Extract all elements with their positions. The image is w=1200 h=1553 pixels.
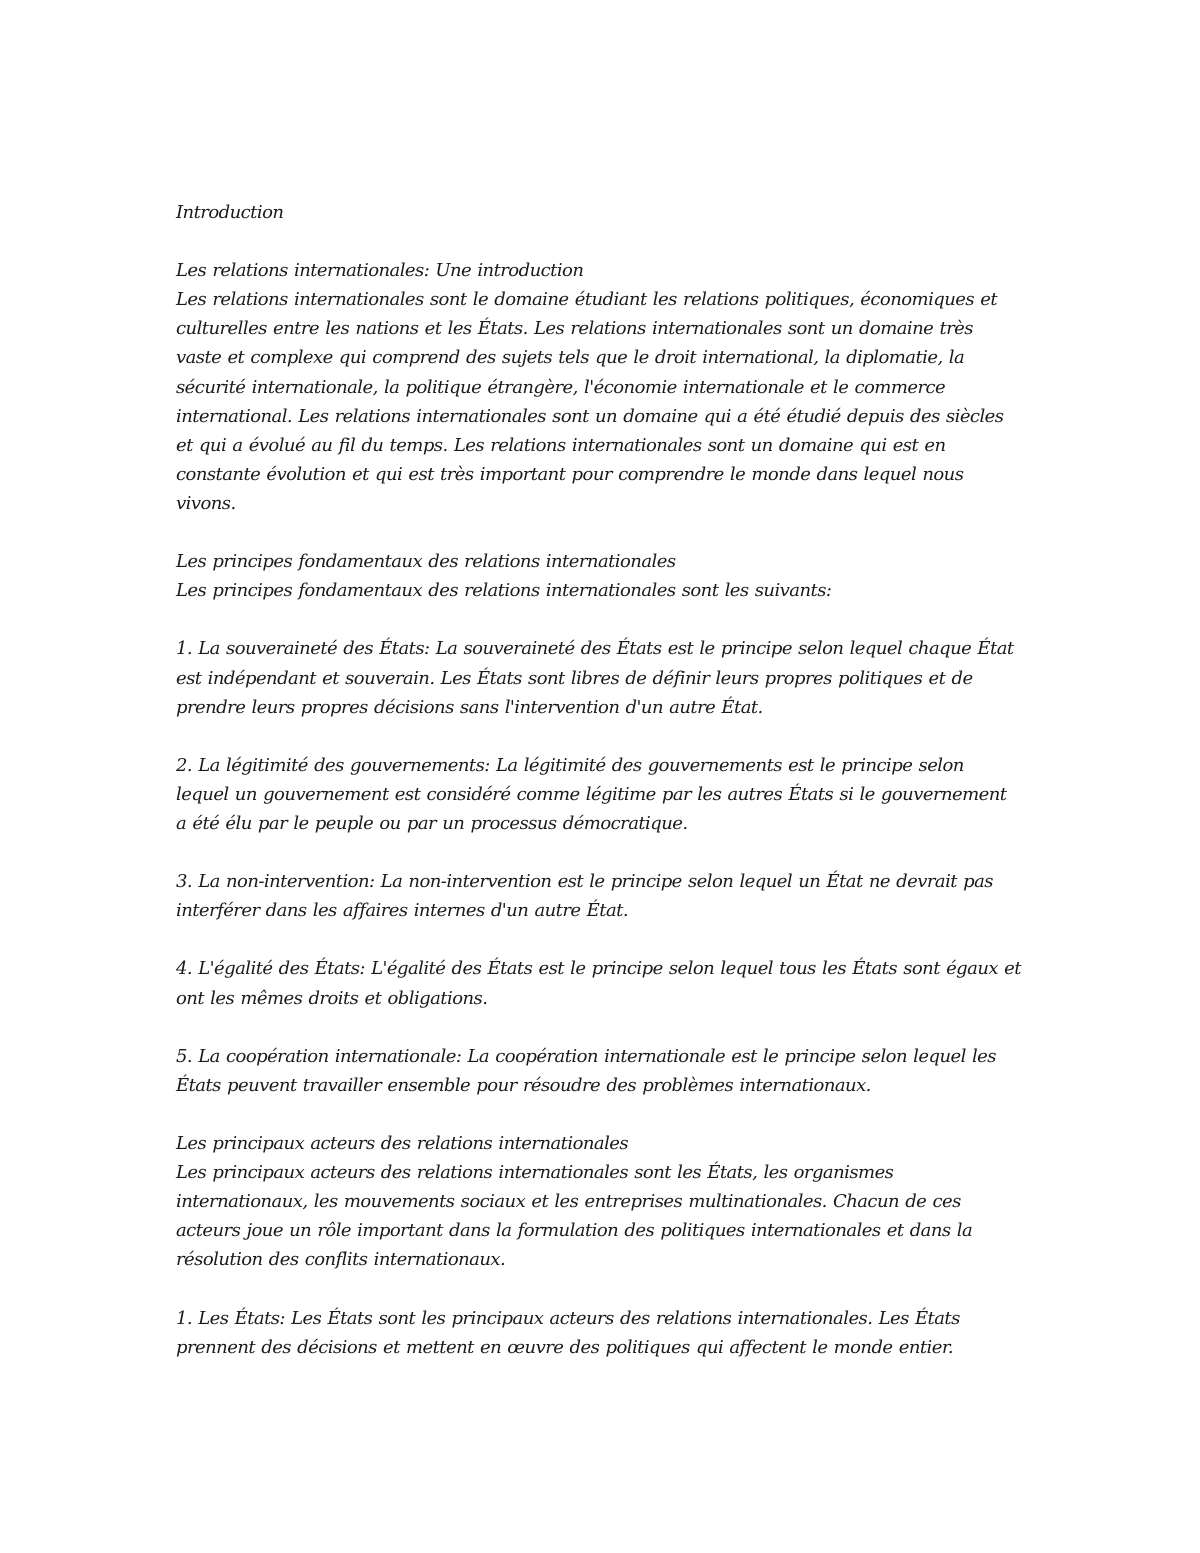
blank-line bbox=[176, 227, 1026, 256]
text-line: et qui a évolué au fil du temps. Les relations internationales sont un domaine qui est en bbox=[176, 434, 946, 456]
text-line: Les principaux acteurs des relations internationales sont les États, les organismes bbox=[176, 1162, 894, 1184]
text-line: résolution des conflits internationaux. bbox=[176, 1249, 506, 1271]
text-line: sécurité internationale, la politique étrangère, l'économie internationale et le commerce bbox=[176, 376, 946, 398]
list-item-line: 4. L'égalité des États: L'égalité des États est le principe selon lequel tous les États sont égaux et bbox=[176, 958, 1021, 980]
list-item-line: a été élu par le peuple ou par un processus démocratique. bbox=[176, 812, 688, 834]
section-title-acteurs: Les principaux acteurs des relations internationales bbox=[176, 1133, 629, 1154]
list-item-line: est indépendant et souverain. Les États sont libres de définir leurs propres politiques et de bbox=[176, 667, 973, 689]
blank-line bbox=[176, 1013, 1026, 1042]
list-item-line: prendre leurs propres décisions sans l'intervention d'un autre État. bbox=[176, 696, 763, 718]
list-item-line: 5. La coopération internationale: La coopération internationale est le principe selon lequel les bbox=[176, 1045, 996, 1067]
list-item-line: ont les mêmes droits et obligations. bbox=[176, 987, 488, 1009]
list-item-line: 1. Les États: Les États sont les principaux acteurs des relations internationales. Les États bbox=[176, 1307, 960, 1329]
text-line: acteurs joue un rôle important dans la formulation des politiques internationales et dans la bbox=[176, 1220, 973, 1242]
text-line: vaste et complexe qui comprend des sujets tels que le droit international, la diplomatie, la bbox=[176, 347, 965, 369]
blank-line bbox=[176, 518, 1026, 547]
text-line: internationaux, les mouvements sociaux et les entreprises multinationales. Chacun de ces bbox=[176, 1191, 961, 1213]
blank-line bbox=[176, 605, 1026, 634]
list-item-line: lequel un gouvernement est considéré comme légitime par les autres États si le gouvernement bbox=[176, 783, 1007, 805]
section-title-principes: Les principes fondamentaux des relations internationales bbox=[176, 551, 676, 573]
text-line: culturelles entre les nations et les États. Les relations internationales sont un domaine très bbox=[176, 318, 973, 340]
document-body bbox=[176, 198, 1026, 1362]
list-item-line: États peuvent travailler ensemble pour résoudre des problèmes internationaux. bbox=[176, 1074, 871, 1096]
blank-line bbox=[176, 925, 1026, 954]
list-item-line: prennent des décisions et mettent en œuvre des politiques qui affectent le monde entier. bbox=[176, 1336, 954, 1358]
list-item-line: 1. La souveraineté des États: La souveraineté des États est le principe selon lequel chaque État bbox=[176, 638, 1014, 660]
blank-line bbox=[176, 1274, 1026, 1303]
blank-line bbox=[176, 722, 1026, 751]
text-line: constante évolution et qui est très important pour comprendre le monde dans lequel nous bbox=[176, 463, 964, 485]
list-item-line: 3. La non-intervention: La non-intervention est le principe selon lequel un État ne devrait pas bbox=[176, 871, 993, 893]
text-line: international. Les relations internationales sont un domaine qui a été étudié depuis des siècles bbox=[176, 405, 1004, 427]
heading-introduction: Introduction bbox=[176, 202, 284, 223]
blank-line bbox=[176, 838, 1026, 867]
section-title-introduction: Les relations internationales: Une introduction bbox=[176, 260, 584, 282]
text-line: Les principes fondamentaux des relations internationales sont les suivants: bbox=[176, 580, 832, 602]
list-item-line: interférer dans les affaires internes d'un autre État. bbox=[176, 900, 628, 922]
list-item-line: 2. La légitimité des gouvernements: La légitimité des gouvernements est le principe selon bbox=[176, 754, 964, 776]
text-line: Les relations internationales sont le domaine étudiant les relations politiques, économiques et bbox=[176, 289, 998, 311]
text-line: vivons. bbox=[176, 492, 236, 514]
blank-line bbox=[176, 1100, 1026, 1129]
